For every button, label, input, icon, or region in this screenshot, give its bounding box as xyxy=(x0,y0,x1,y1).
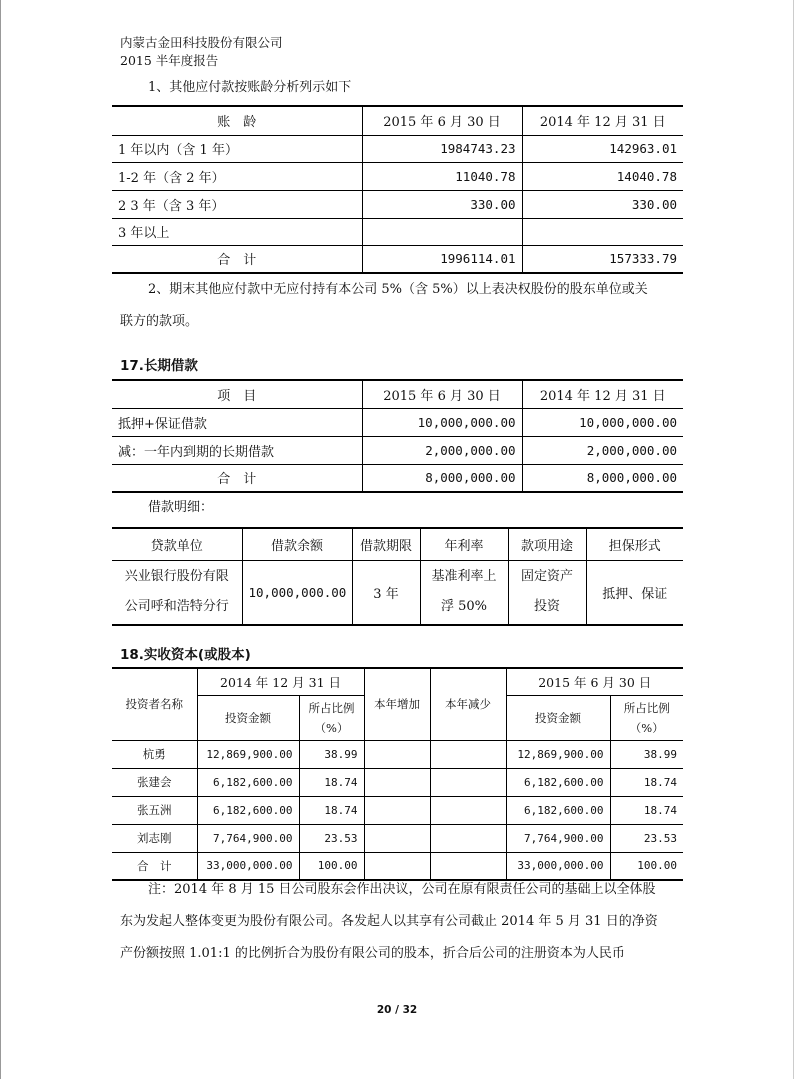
capital-header-2014: 2014 年 12 月 31 日 xyxy=(197,668,364,695)
cell: 2 3 年（含 3 年） xyxy=(112,190,362,218)
cell: 8,000,000.00 xyxy=(522,464,683,492)
cell: 33,000,000.00 xyxy=(506,852,610,880)
cell xyxy=(364,796,430,824)
cell xyxy=(430,796,506,824)
capital-header-decrease: 本年减少 xyxy=(430,668,506,740)
aging-header-age: 账 龄 xyxy=(112,106,362,135)
loans-table xyxy=(112,379,683,493)
detail-rate-line1: 基准利率上 xyxy=(431,569,497,585)
detail-use xyxy=(508,560,586,625)
ratio-label-line2: （%） xyxy=(629,720,664,735)
table-row-total xyxy=(112,245,683,273)
aging-header-2014: 2014 年 12 月 31 日 xyxy=(522,106,683,135)
cell xyxy=(430,824,506,852)
loans-header-2014: 2014 年 12 月 31 日 xyxy=(522,380,683,408)
cell: 23.53 xyxy=(610,824,683,852)
cell xyxy=(364,852,430,880)
cell xyxy=(522,218,683,245)
cell: 7,764,900.00 xyxy=(197,824,299,852)
cell: 合 计 xyxy=(112,852,197,880)
page-number: 20 / 32 xyxy=(376,1004,418,1016)
cell: 6,182,600.00 xyxy=(197,768,299,796)
section-title-loans: 17.长期借款 xyxy=(120,358,198,374)
capital-header-2015: 2015 年 6 月 30 日 xyxy=(506,668,683,695)
cell: 1-2 年（含 2 年） xyxy=(112,162,362,190)
cell: 18.74 xyxy=(299,796,364,824)
cell: 142963.01 xyxy=(522,135,683,162)
cell: 11040.78 xyxy=(362,162,522,190)
detail-header-lender: 贷款单位 xyxy=(112,528,242,560)
detail-header-term: 借款期限 xyxy=(352,528,420,560)
table-row xyxy=(112,436,683,464)
cell: 减：一年内到期的长期借款 xyxy=(112,436,362,464)
cell xyxy=(364,768,430,796)
cell: 1984743.23 xyxy=(362,135,522,162)
detail-use-line1: 固定资产 xyxy=(520,569,573,585)
cell xyxy=(364,824,430,852)
cell xyxy=(362,218,522,245)
capital-header-amount-2015: 投资金额 xyxy=(506,695,610,740)
cell: 张建会 xyxy=(112,768,197,796)
cell: 100.00 xyxy=(299,852,364,880)
cell: 18.74 xyxy=(610,768,683,796)
table-row xyxy=(112,218,683,245)
detail-term: 3 年 xyxy=(352,560,420,625)
loan-detail-table xyxy=(112,527,683,626)
table-row xyxy=(112,740,683,768)
table-row xyxy=(112,768,683,796)
cell: 1996114.01 xyxy=(362,245,522,273)
table-row xyxy=(112,135,683,162)
cell: 刘志刚 xyxy=(112,824,197,852)
cell xyxy=(430,768,506,796)
cell: 33,000,000.00 xyxy=(197,852,299,880)
cell xyxy=(430,740,506,768)
cell: 100.00 xyxy=(610,852,683,880)
table-row xyxy=(112,824,683,852)
capital-header-amount-2014: 投资金额 xyxy=(197,695,299,740)
cell: 8,000,000.00 xyxy=(362,464,522,492)
capital-header-ratio-2014 xyxy=(299,695,364,740)
cell: 18.74 xyxy=(299,768,364,796)
table-row xyxy=(112,190,683,218)
detail-lender xyxy=(112,560,242,625)
capital-header-investor: 投资者名称 xyxy=(112,668,197,740)
table-row xyxy=(112,796,683,824)
cell: 7,764,900.00 xyxy=(506,824,610,852)
aging-intro: 1、其他应付款按账龄分析列示如下 xyxy=(148,80,352,95)
cell: 6,182,600.00 xyxy=(197,796,299,824)
table-row-total xyxy=(112,852,683,880)
detail-rate xyxy=(420,560,508,625)
loan-detail-label: 借款明细： xyxy=(148,500,214,515)
cell: 合 计 xyxy=(112,464,362,492)
aging-header-2015: 2015 年 6 月 30 日 xyxy=(362,106,522,135)
cell: 330.00 xyxy=(522,190,683,218)
cell: 10,000,000.00 xyxy=(522,408,683,436)
detail-guarantee: 抵押、保证 xyxy=(586,560,683,625)
aging-table xyxy=(112,105,683,274)
cell: 杭勇 xyxy=(112,740,197,768)
ratio-label-line1: 所占比例 xyxy=(308,700,355,715)
detail-rate-line2: 浮 50% xyxy=(440,599,488,615)
capital-header-increase: 本年增加 xyxy=(364,668,430,740)
capital-note-line2: 东为发起人整体变更为股份有限公司。各发起人以其享有公司截止 2014 年 5 月 31 日的净资 xyxy=(120,914,658,929)
detail-lender-line1: 兴业银行股份有限 xyxy=(124,569,229,585)
loans-header-item: 项 目 xyxy=(112,380,362,408)
cell: 38.99 xyxy=(610,740,683,768)
table-row xyxy=(112,408,683,436)
detail-use-line2: 投资 xyxy=(533,599,560,615)
capital-header-ratio-2015 xyxy=(610,695,683,740)
page-edge-left xyxy=(0,0,1,1079)
cell: 2,000,000.00 xyxy=(362,436,522,464)
cell: 6,182,600.00 xyxy=(506,796,610,824)
detail-header-use: 款项用途 xyxy=(508,528,586,560)
cell: 14040.78 xyxy=(522,162,683,190)
capital-table xyxy=(112,667,683,881)
cell: 12,869,900.00 xyxy=(197,740,299,768)
cell xyxy=(430,852,506,880)
cell: 抵押+保证借款 xyxy=(112,408,362,436)
aging-note-line1: 2、期末其他应付款中无应付持有本公司 5%（含 5%）以上表决权股份的股东单位或关 xyxy=(148,282,648,297)
detail-balance: 10,000,000.00 xyxy=(242,560,352,625)
cell: 合 计 xyxy=(112,245,362,273)
table-row xyxy=(112,560,683,625)
table-row-total xyxy=(112,464,683,492)
cell: 330.00 xyxy=(362,190,522,218)
detail-header-rate: 年利率 xyxy=(420,528,508,560)
cell: 18.74 xyxy=(610,796,683,824)
capital-note-line3: 产份额按照 1.01:1 的比例折合为股份有限公司的股本，折合后公司的注册资本为人民币 xyxy=(120,946,625,961)
table-row xyxy=(112,162,683,190)
cell: 157333.79 xyxy=(522,245,683,273)
detail-header-guarantee: 担保形式 xyxy=(586,528,683,560)
ratio-label-line2: （%） xyxy=(314,720,349,735)
loans-header-2015: 2015 年 6 月 30 日 xyxy=(362,380,522,408)
header-report: 2015 半年度报告 xyxy=(120,53,219,68)
detail-lender-line2: 公司呼和浩特分行 xyxy=(124,599,229,615)
ratio-label-line1: 所占比例 xyxy=(623,700,670,715)
cell: 23.53 xyxy=(299,824,364,852)
header-company: 内蒙古金田科技股份有限公司 xyxy=(120,35,283,50)
cell: 1 年以内（含 1 年） xyxy=(112,135,362,162)
cell: 10,000,000.00 xyxy=(362,408,522,436)
detail-header-balance: 借款余额 xyxy=(242,528,352,560)
section-title-capital: 18.实收资本(或股本) xyxy=(120,647,251,663)
cell: 张五洲 xyxy=(112,796,197,824)
aging-note-line2: 联方的款项。 xyxy=(120,314,199,329)
cell: 2,000,000.00 xyxy=(522,436,683,464)
cell xyxy=(364,740,430,768)
cell: 38.99 xyxy=(299,740,364,768)
cell: 12,869,900.00 xyxy=(506,740,610,768)
capital-note-line1: 注：2014 年 8 月 15 日公司股东会作出决议，公司在原有限责任公司的基础上以全体股 xyxy=(148,882,656,897)
cell: 3 年以上 xyxy=(112,218,362,245)
cell: 6,182,600.00 xyxy=(506,768,610,796)
